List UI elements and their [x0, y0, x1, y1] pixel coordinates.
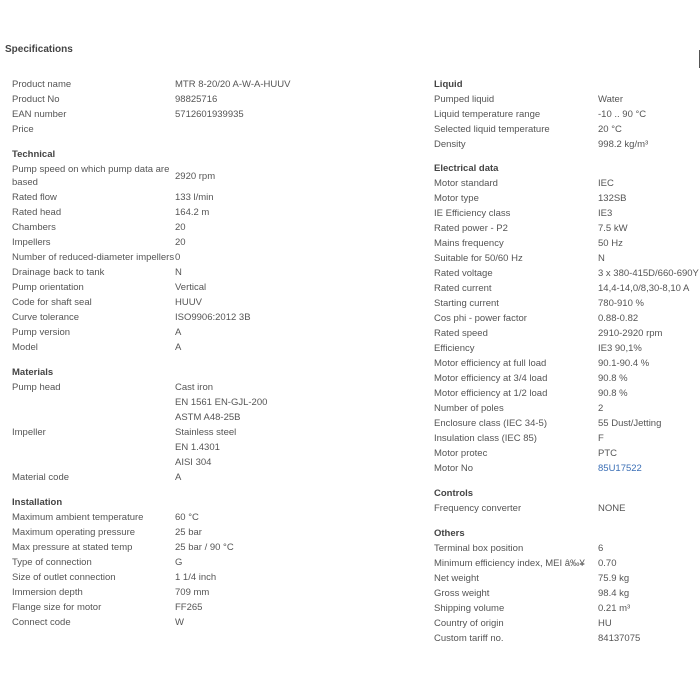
spec-label: Net weight	[434, 573, 479, 584]
spec-row	[434, 431, 700, 446]
spec-label: Enclosure class (IEC 34-5)	[434, 418, 547, 429]
spec-row	[434, 416, 700, 431]
spec-label: Flange size for motor	[12, 602, 102, 613]
spec-row	[12, 340, 412, 355]
spec-value: 14,4-14,0/8,30-8,10 A	[598, 283, 690, 294]
spec-row	[434, 461, 700, 476]
spec-label: Motor No	[434, 463, 474, 474]
spec-value: EN 1.4301	[175, 442, 220, 453]
spec-value: 0	[175, 252, 181, 263]
spec-label: Suitable for 50/60 Hz	[434, 253, 523, 264]
spec-label: Number of reduced-diameter impellers	[12, 252, 175, 263]
spec-row	[12, 265, 412, 280]
spec-row	[434, 341, 700, 356]
spec-value	[175, 122, 412, 137]
spec-label: Drainage back to tank	[12, 267, 105, 278]
motor-no-link[interactable]: 85U17522	[598, 463, 642, 474]
spec-value: HUUV	[175, 297, 202, 308]
spec-row	[12, 540, 412, 555]
spec-row	[434, 571, 700, 586]
spec-value: 20 °C	[598, 124, 622, 135]
section-gap	[434, 516, 700, 526]
spec-value: 133 l/min	[175, 192, 214, 203]
spec-value: EN 1561 EN-GJL-200	[175, 397, 268, 408]
spec-value: 60 °C	[175, 512, 199, 523]
spec-label: Material code	[12, 472, 70, 483]
spec-label: Pumped liquid	[434, 94, 495, 105]
spec-label: Rated power - P2	[434, 223, 508, 234]
spec-row	[12, 470, 412, 485]
spec-row	[434, 92, 700, 107]
spec-value: PTC	[598, 448, 617, 459]
spec-value: 3 x 380-415D/660-690Y	[598, 268, 699, 279]
spec-row	[12, 295, 412, 310]
right-column	[434, 77, 700, 646]
spec-value: G	[175, 557, 183, 568]
spec-row	[434, 601, 700, 616]
spec-label: Insulation class (IEC 85)	[434, 433, 537, 444]
spec-row	[434, 371, 700, 386]
spec-value: 90.1-90.4 %	[598, 358, 650, 369]
spec-row	[12, 190, 412, 205]
spec-value: Water	[598, 94, 623, 105]
spec-row	[12, 250, 412, 265]
section-heading: Liquid	[434, 79, 463, 90]
spec-row	[434, 556, 700, 571]
spec-value: Vertical	[175, 282, 207, 293]
spec-value: Stainless steel	[175, 427, 237, 438]
spec-label: Chambers	[12, 222, 56, 233]
spec-value: 6	[598, 543, 604, 554]
section-gap	[12, 137, 412, 147]
section-materials	[12, 365, 412, 485]
spec-value: 709 mm	[175, 587, 210, 598]
spec-label: Number of poles	[434, 403, 504, 414]
spec-label: Rated voltage	[434, 268, 493, 279]
spec-value: 132SB	[598, 193, 627, 204]
spec-row	[434, 586, 700, 601]
spec-label: Rated flow	[12, 192, 57, 203]
spec-row	[434, 401, 700, 416]
spec-label: Type of connection	[12, 557, 92, 568]
spec-label: Minimum efficiency index, MEI â‰¥	[434, 558, 585, 569]
spec-row	[12, 570, 412, 585]
spec-label: EAN number	[12, 109, 67, 120]
spec-value: 780-910 %	[598, 298, 644, 309]
spec-value: MTR 8-20/20 A-W-A-HUUV	[175, 79, 291, 90]
spec-label: Selected liquid temperature	[434, 124, 550, 135]
spec-row	[434, 107, 700, 122]
section-technical	[12, 147, 412, 355]
spec-row	[12, 122, 412, 137]
spec-row	[434, 541, 700, 556]
spec-label: Rated speed	[434, 328, 488, 339]
spec-value: 25 bar	[175, 527, 202, 538]
spec-row	[434, 386, 700, 401]
spec-value: Cast iron	[175, 382, 214, 393]
spec-value: ASTM A48-25B	[175, 412, 241, 423]
spec-row	[434, 296, 700, 311]
spec-value: 20	[175, 237, 186, 248]
spec-label: Connect code	[12, 617, 71, 628]
spec-row	[12, 585, 412, 600]
spec-value: 90.8 %	[598, 388, 628, 399]
spec-value: A	[175, 327, 182, 338]
spec-value: ISO9906:2012 3B	[175, 312, 251, 323]
spec-label: Custom tariff no.	[434, 633, 504, 644]
spec-label: Pump speed on which pump data are based	[12, 164, 170, 188]
section-heading: Others	[434, 528, 465, 539]
spec-label: Cos phi - power factor	[434, 313, 527, 324]
spec-value: 1 1/4 inch	[175, 572, 217, 583]
spec-value: -10 .. 90 °C	[598, 109, 647, 120]
spec-row	[434, 206, 700, 221]
left-column	[12, 77, 412, 630]
spec-value: FF265	[175, 602, 203, 613]
spec-value: A	[175, 472, 182, 483]
spec-row	[434, 356, 700, 371]
spec-label: Max pressure at stated temp	[12, 542, 133, 553]
spec-value: 0.21 m³	[598, 603, 631, 614]
spec-label: Curve tolerance	[12, 312, 80, 323]
spec-value: N	[175, 267, 182, 278]
spec-value: 998.2 kg/m³	[598, 139, 649, 150]
spec-value: IE3 90,1%	[598, 343, 642, 354]
spec-value: IE3	[598, 208, 613, 219]
spec-label: Density	[434, 139, 466, 150]
spec-label: Price	[12, 124, 34, 135]
spec-label: Rated head	[12, 207, 62, 218]
spec-value: 98825716	[175, 94, 218, 105]
spec-value: 90.8 %	[598, 373, 628, 384]
spec-label: Pump version	[12, 327, 71, 338]
spec-label: Pump head	[12, 382, 61, 393]
spec-row	[434, 631, 700, 646]
section-heading: Electrical data	[434, 163, 499, 174]
spec-value: 84137075	[598, 633, 641, 644]
spec-value: HU	[598, 618, 612, 629]
spec-row	[12, 600, 412, 615]
spec-value: 7.5 kW	[598, 223, 628, 234]
spec-row	[12, 310, 412, 325]
spec-row	[12, 205, 412, 220]
spec-row	[12, 92, 412, 107]
spec-row	[434, 176, 700, 191]
spec-row	[12, 425, 412, 470]
spec-value: 0.88-0.82	[598, 313, 639, 324]
spec-values	[175, 380, 267, 425]
spec-label: Efficiency	[434, 343, 475, 354]
spec-label: Starting current	[434, 298, 499, 309]
spec-label: Rated current	[434, 283, 492, 294]
spec-label: Motor efficiency at 3/4 load	[434, 373, 548, 384]
spec-value: 98.4 kg	[598, 588, 630, 599]
spec-label: Maximum operating pressure	[12, 527, 136, 538]
spec-label: Gross weight	[434, 588, 490, 599]
spec-label: Impeller	[12, 427, 46, 438]
spec-row	[12, 325, 412, 340]
spec-label: Country of origin	[434, 618, 504, 629]
spec-label: Motor efficiency at full load	[434, 358, 547, 369]
spec-label: Terminal box position	[434, 543, 524, 554]
spec-row	[12, 235, 412, 250]
spec-row	[434, 501, 700, 516]
section-electrical	[434, 161, 700, 476]
spec-label: Motor standard	[434, 178, 498, 189]
spec-row	[12, 77, 412, 92]
spec-value: 164.2 m	[175, 207, 210, 218]
spec-label: Mains frequency	[434, 238, 504, 249]
spec-row	[12, 615, 412, 630]
spec-value: N	[598, 253, 605, 264]
spec-value: NONE	[598, 503, 626, 514]
spec-value: 2	[598, 403, 604, 414]
section-others	[434, 526, 700, 646]
spec-label: Size of outlet connection	[12, 572, 116, 583]
spec-row	[434, 236, 700, 251]
page-title: Specifications	[5, 44, 73, 55]
spec-row	[434, 281, 700, 296]
spec-label: Model	[12, 342, 38, 353]
section-installation	[12, 495, 412, 630]
spec-value: 2920 rpm	[175, 170, 216, 182]
spec-label: Shipping volume	[434, 603, 505, 614]
spec-row	[434, 137, 700, 152]
section-gap	[434, 476, 700, 486]
spec-label: Pump orientation	[12, 282, 84, 293]
section-liquid	[434, 77, 700, 152]
spec-label: Motor protec	[434, 448, 488, 459]
spec-label: Motor efficiency at 1/2 load	[434, 388, 548, 399]
spec-value: F	[598, 433, 604, 444]
section-heading: Technical	[12, 149, 56, 160]
spec-value: 50 Hz	[598, 238, 623, 249]
spec-row	[434, 122, 700, 137]
spec-label: IE Efficiency class	[434, 208, 511, 219]
spec-label: Maximum ambient temperature	[12, 512, 144, 523]
spec-row	[434, 251, 700, 266]
spec-value: IEC	[598, 178, 614, 189]
spec-row	[434, 221, 700, 236]
section-gap	[12, 485, 412, 495]
spec-row	[434, 326, 700, 341]
spec-label: Impellers	[12, 237, 51, 248]
section-heading: Materials	[12, 367, 54, 378]
spec-value: 55 Dust/Jetting	[598, 418, 662, 429]
spec-row	[12, 162, 412, 190]
section-heading: Installation	[12, 497, 63, 508]
spec-label: Frequency converter	[434, 503, 522, 514]
spec-label: Product name	[12, 79, 72, 90]
spec-label: Code for shaft seal	[12, 297, 92, 308]
spec-value: 75.9 kg	[598, 573, 630, 584]
section-gap	[434, 152, 700, 161]
section-gap	[12, 355, 412, 365]
spec-row	[12, 380, 412, 425]
spec-value: 5712601939935	[175, 109, 244, 120]
spec-row	[12, 280, 412, 295]
section-general	[12, 77, 412, 137]
spec-label: Liquid temperature range	[434, 109, 541, 120]
spec-row	[12, 525, 412, 540]
spec-label: Immersion depth	[12, 587, 83, 598]
section-controls	[434, 486, 700, 516]
spec-row	[434, 266, 700, 281]
spec-row	[12, 555, 412, 570]
spec-row	[434, 616, 700, 631]
spec-row	[12, 510, 412, 525]
spec-row	[12, 220, 412, 235]
spec-row	[12, 107, 412, 122]
spec-row	[434, 311, 700, 326]
spec-value: AISI 304	[175, 457, 212, 468]
section-heading: Controls	[434, 488, 474, 499]
spec-values	[175, 425, 236, 470]
spec-row	[434, 446, 700, 461]
spec-value: 25 bar / 90 °C	[175, 542, 234, 553]
spec-value: 20	[175, 222, 186, 233]
spec-value: 2910-2920 rpm	[598, 328, 663, 339]
spec-label: Product No	[12, 94, 60, 105]
spec-value: A	[175, 342, 182, 353]
spec-value: W	[175, 617, 184, 628]
spec-label: Motor type	[434, 193, 479, 204]
spec-value: 0.70	[598, 558, 617, 569]
spec-row	[434, 191, 700, 206]
